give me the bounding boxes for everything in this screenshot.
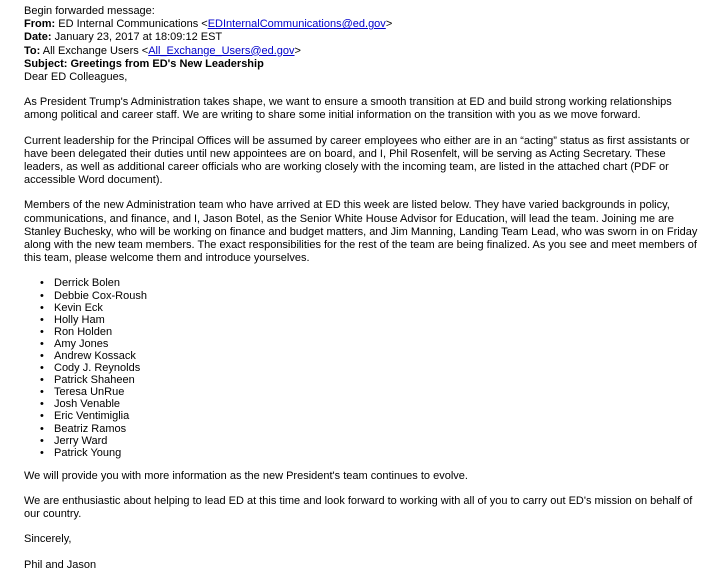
list-item: • Teresa UnRue [54, 386, 700, 398]
paragraph-more-info: We will provide you with more information as the new President's team continues to evolve. [24, 469, 468, 482]
date-label: Date: [24, 31, 52, 44]
paragraph-leadership: Current leadership for the Principal Offices will be assumed by career employees who either are in an “acting” status as first assistants or have been delegated their duties until new appointees are on board, and I, Phil Rosenfelt, will be serving as Acting Secretary. These leaders, as well as additional career officials who are working closely with the incoming team, are listed in the attached chart (PDF or accessible Word document). [24, 134, 690, 187]
list-item: • Holly Ham [54, 314, 700, 326]
paragraph-enthusiasm: We are enthusiastic about helping to lead ED at this time and look forward to working with all of you to carry out ED's mission on behalf of our country. [24, 495, 693, 521]
paragraph-team: Members of the new Administration team who have arrived at ED this week are listed below. They have varied backgrounds in policy, communications, and finance, and I, Jason Botel, as the Senior White House Advisor for Education, will lead the team. Joining me are Stanley Buchesky, who will be working on finance and budget matters, and Jim Manning, Landing Team Lead, who was sworn in on Friday along with the new team members. The exact responsibilities for the rest of the team are being finalized. As you see and meet members of this team, please welcome them and introduce yourselves. [24, 199, 698, 265]
to-close: > [294, 44, 301, 57]
subject-line [24, 58, 700, 71]
paragraph-intro: As President Trump's Administration takes shape, we want to ensure a smooth transition at ED and build strong working relationships among political and career staff. We are writing to share some initial information on the transition with you as we move forward. [24, 96, 672, 122]
list-item: • Josh Venable [54, 398, 700, 410]
from-label: From: [24, 18, 56, 31]
list-item: • Jerry Ward [54, 435, 700, 447]
list-item: • Ron Holden [54, 326, 700, 338]
from-name: ED Internal Communications < [58, 18, 208, 31]
list-item: • Debbie Cox-Roush [54, 290, 700, 302]
list-item: • Derrick Bolen [54, 277, 700, 289]
list-item: • Kevin Eck [54, 302, 700, 314]
subject-value: Greetings from ED's New Leadership [70, 57, 264, 70]
list-item: • Andrew Kossack [54, 350, 700, 362]
closing: Sincerely, [24, 533, 72, 546]
list-item: • Patrick Shaheen [54, 374, 700, 386]
list-item: • Eric Ventimiglia [54, 410, 700, 422]
from-email-link[interactable]: EDInternalCommunications@ed.gov [207, 18, 386, 31]
to-name: All Exchange Users < [42, 44, 149, 57]
subject-label: Subject: [24, 57, 68, 70]
from-close: > [385, 18, 393, 31]
team-list [24, 277, 700, 458]
to-email-link[interactable]: All_Exchange_Users@ed.gov [148, 44, 295, 57]
list-item: • Patrick Young [54, 447, 700, 459]
forwarded-label: Begin forwarded message: [24, 5, 155, 17]
list-item: • Beatriz Ramos [54, 423, 700, 435]
date-value: January 23, 2017 at 18:09:12 EST [54, 31, 223, 44]
signature: Phil and Jason [24, 558, 97, 571]
to-line [24, 45, 700, 58]
to-label: To: [24, 44, 41, 57]
date-line [24, 31, 700, 44]
list-item: • Cody J. Reynolds [54, 362, 700, 374]
greeting: Dear ED Colleagues, [24, 71, 128, 84]
list-item: • Amy Jones [54, 338, 700, 350]
from-line [24, 18, 700, 31]
